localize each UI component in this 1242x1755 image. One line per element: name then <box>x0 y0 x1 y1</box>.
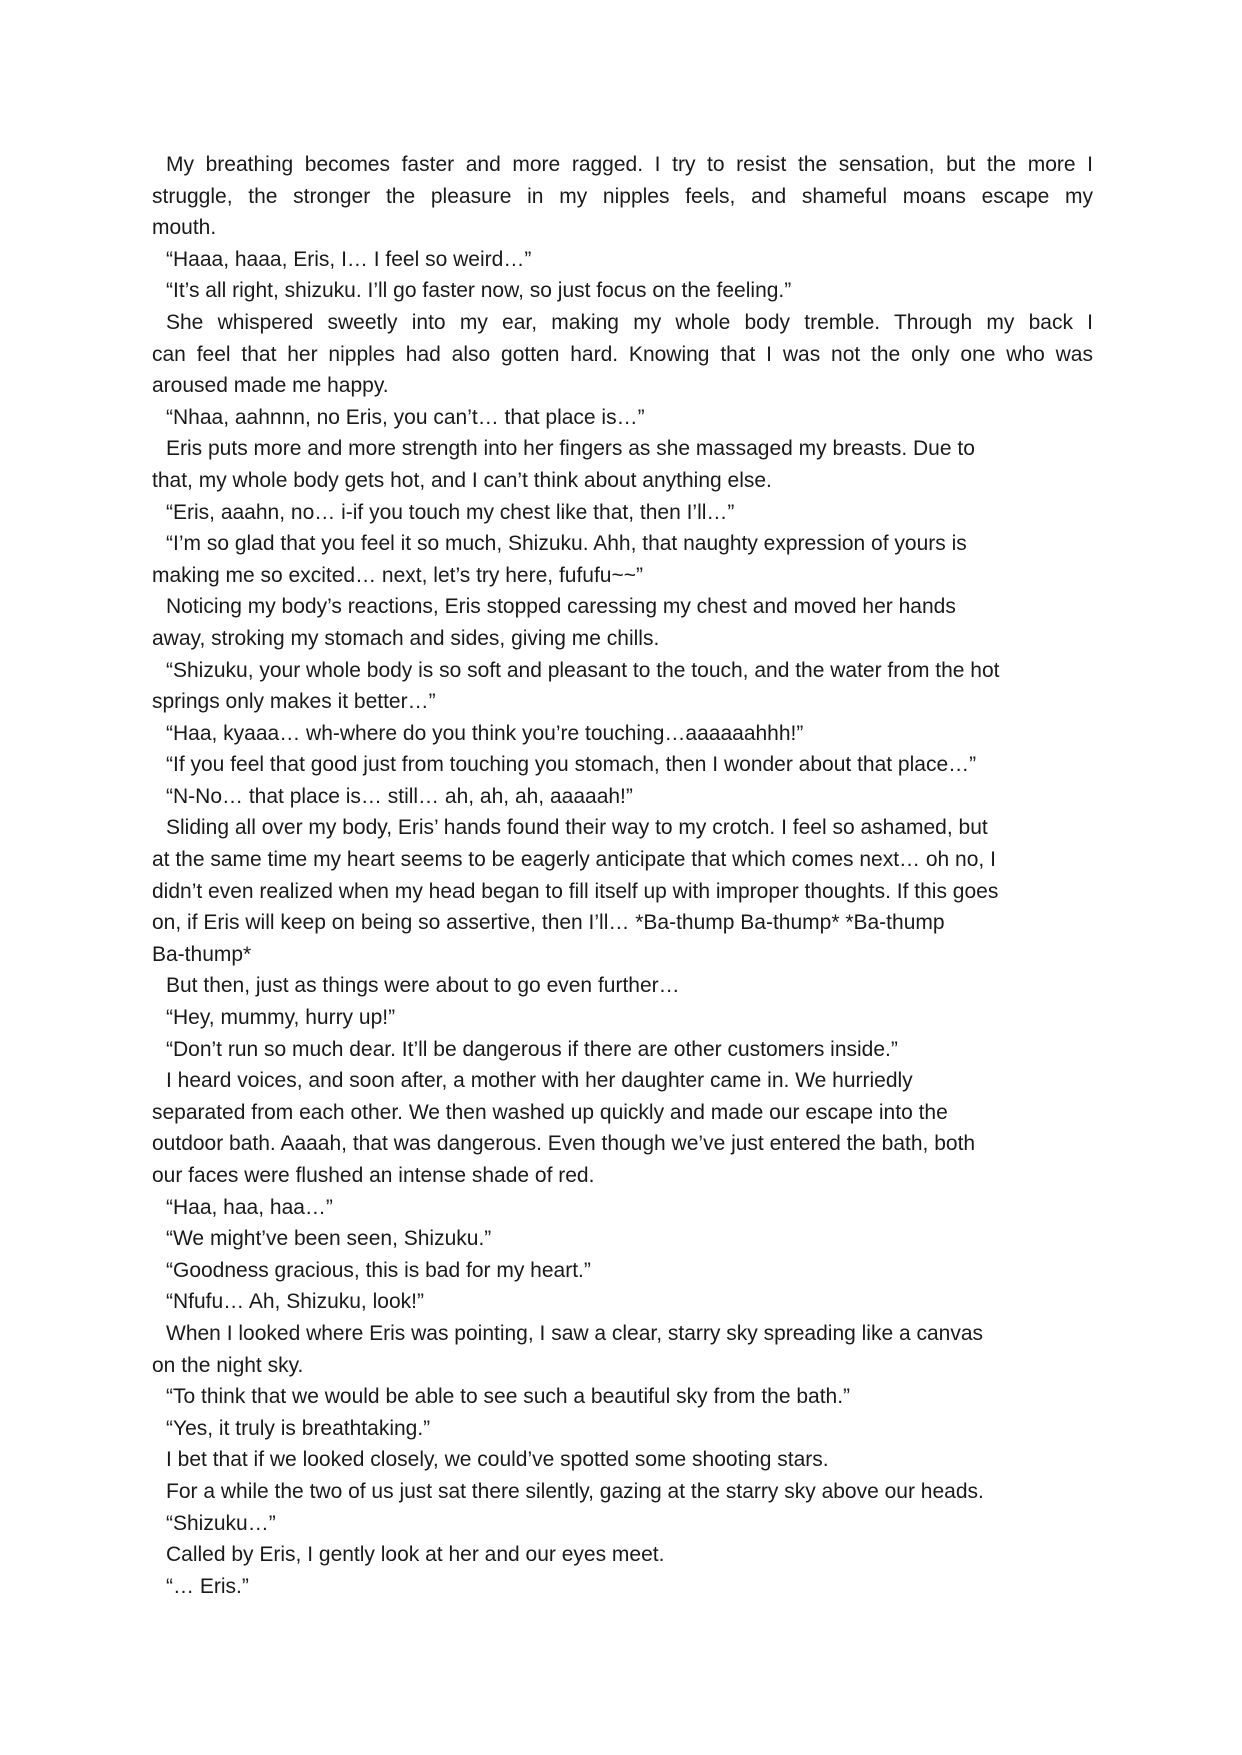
paragraph <box>152 1508 1093 1540</box>
text-line: “Goodness gracious, this is bad for my heart.” <box>166 1258 591 1282</box>
text-line: “I’m so glad that you feel it so much, Shizuku. Ahh, that naughty expression of yours is <box>166 532 967 556</box>
text-line: For a while the two of us just sat there silently, gazing at the starry sky above our heads. <box>166 1479 984 1503</box>
paragraph <box>152 749 1093 781</box>
text-line: “If you feel that good just from touching you stomach, then I wonder about that place…” <box>166 753 977 777</box>
document-page <box>152 149 1093 1602</box>
text-line: didn’t even realized when my head began to fill itself up with improper thoughts. If this goes <box>152 879 999 903</box>
text-line: “Eris, aaahn, no… i-if you touch my chest like that, then I’ll…” <box>166 500 735 524</box>
paragraph <box>152 1413 1093 1445</box>
text-line: “We might’ve been seen, Shizuku.” <box>166 1227 492 1251</box>
text-line: on the night sky. <box>152 1353 304 1377</box>
paragraph <box>152 528 1093 591</box>
text-line: “Yes, it truly is breathtaking.” <box>166 1416 431 1440</box>
text-line: “N-No… that place is… still… ah, ah, ah, aaaaah!” <box>166 784 633 808</box>
text-line: “Haa, haa, haa…” <box>166 1195 333 1219</box>
text-line: struggle, the stronger the pleasure in my nipples feels, and shameful moans escape my <box>152 184 1093 208</box>
paragraph <box>152 1476 1093 1508</box>
text-line: aroused made me happy. <box>152 374 389 398</box>
paragraph <box>152 433 1093 496</box>
text-line: “Nhaa, aahnnn, no Eris, you can’t… that place is…” <box>166 405 645 429</box>
text-line: I heard voices, and soon after, a mother with her daughter came in. We hurriedly <box>166 1069 913 1093</box>
paragraph <box>152 591 1093 654</box>
text-line: Called by Eris, I gently look at her and our eyes meet. <box>166 1543 665 1567</box>
text-line: “Haa, kyaaa… wh-where do you think you’re touching…aaaaaahhh!” <box>166 721 804 745</box>
text-line: outdoor bath. Aaaah, that was dangerous. Even though we’ve just entered the bath, both <box>152 1132 976 1156</box>
text-line: “Hey, mummy, hurry up!” <box>166 1006 396 1030</box>
text-line: separated from each other. We then washed up quickly and made our escape into the <box>152 1100 948 1124</box>
text-line: our faces were flushed an intense shade of red. <box>152 1164 595 1187</box>
paragraph <box>152 1571 1093 1603</box>
text-line: that, my whole body gets hot, and I can’t think about anything else. <box>152 468 772 492</box>
text-line: “Shizuku…” <box>166 1511 276 1535</box>
paragraph <box>152 1381 1093 1413</box>
paragraph <box>152 1192 1093 1224</box>
text-line: “Don’t run so much dear. It’ll be dangerous if there are other customers inside.” <box>166 1037 898 1061</box>
text-line: Ba-thump* <box>152 942 252 966</box>
text-line: She whispered sweetly into my ear, making my whole body tremble. Through my back I <box>166 310 1093 334</box>
paragraph <box>152 1539 1093 1571</box>
paragraph <box>152 1444 1093 1476</box>
text-line: My breathing becomes faster and more ragged. I try to resist the sensation, but the more I <box>166 153 1093 176</box>
text-line: Eris puts more and more strength into her fingers as she massaged my breasts. Due to <box>166 437 975 461</box>
text-line: springs only makes it better…” <box>152 690 436 714</box>
paragraph <box>152 1065 1093 1191</box>
text-line: “Haaa, haaa, Eris, I… I feel so weird…” <box>166 247 532 271</box>
paragraph <box>152 1034 1093 1066</box>
paragraph <box>152 970 1093 1002</box>
paragraph <box>152 149 1093 244</box>
text-line: When I looked where Eris was pointing, I saw a clear, starry sky spreading like a canvas <box>166 1321 984 1345</box>
text-line: at the same time my heart seems to be eagerly anticipate that which comes next… oh no, I <box>152 848 996 872</box>
paragraph <box>152 655 1093 718</box>
paragraph <box>152 781 1093 813</box>
paragraph <box>152 402 1093 434</box>
text-line: making me so excited… next, let’s try here, fufufu~~” <box>152 563 644 587</box>
text-line: “Nfufu… Ah, Shizuku, look!” <box>166 1290 424 1314</box>
paragraph <box>152 718 1093 750</box>
text-line: away, stroking my stomach and sides, giving me chills. <box>152 626 660 650</box>
paragraph <box>152 1318 1093 1381</box>
text-line: can feel that her nipples had also gotten hard. Knowing that I was not the only one who was <box>152 342 1093 366</box>
text-line: on, if Eris will keep on being so assertive, then I’ll… *Ba-thump Ba-thump* *Ba-thump <box>152 911 945 935</box>
text-line: “It’s all right, shizuku. I’ll go faster now, so just focus on the feeling.” <box>166 279 792 303</box>
paragraph <box>152 1255 1093 1287</box>
paragraph <box>152 307 1093 402</box>
text-line: “To think that we would be able to see such a beautiful sky from the bath.” <box>166 1385 851 1409</box>
text-line: I bet that if we looked closely, we could’ve spotted some shooting stars. <box>166 1448 829 1472</box>
text-line: “… Eris.” <box>166 1574 249 1598</box>
text-line: “Shizuku, your whole body is so soft and pleasant to the touch, and the water from the hot <box>166 658 1000 682</box>
text-line: Sliding all over my body, Eris’ hands found their way to my crotch. I feel so ashamed, but <box>166 816 988 840</box>
paragraph <box>152 1223 1093 1255</box>
paragraph <box>152 497 1093 529</box>
paragraph <box>152 1002 1093 1034</box>
paragraph <box>152 1286 1093 1318</box>
paragraph <box>152 812 1093 970</box>
text-line: mouth. <box>152 216 217 240</box>
text-line: But then, just as things were about to go even further… <box>166 974 680 998</box>
paragraph <box>152 244 1093 276</box>
paragraph <box>152 275 1093 307</box>
text-line: Noticing my body’s reactions, Eris stopped caressing my chest and moved her hands <box>166 595 956 619</box>
